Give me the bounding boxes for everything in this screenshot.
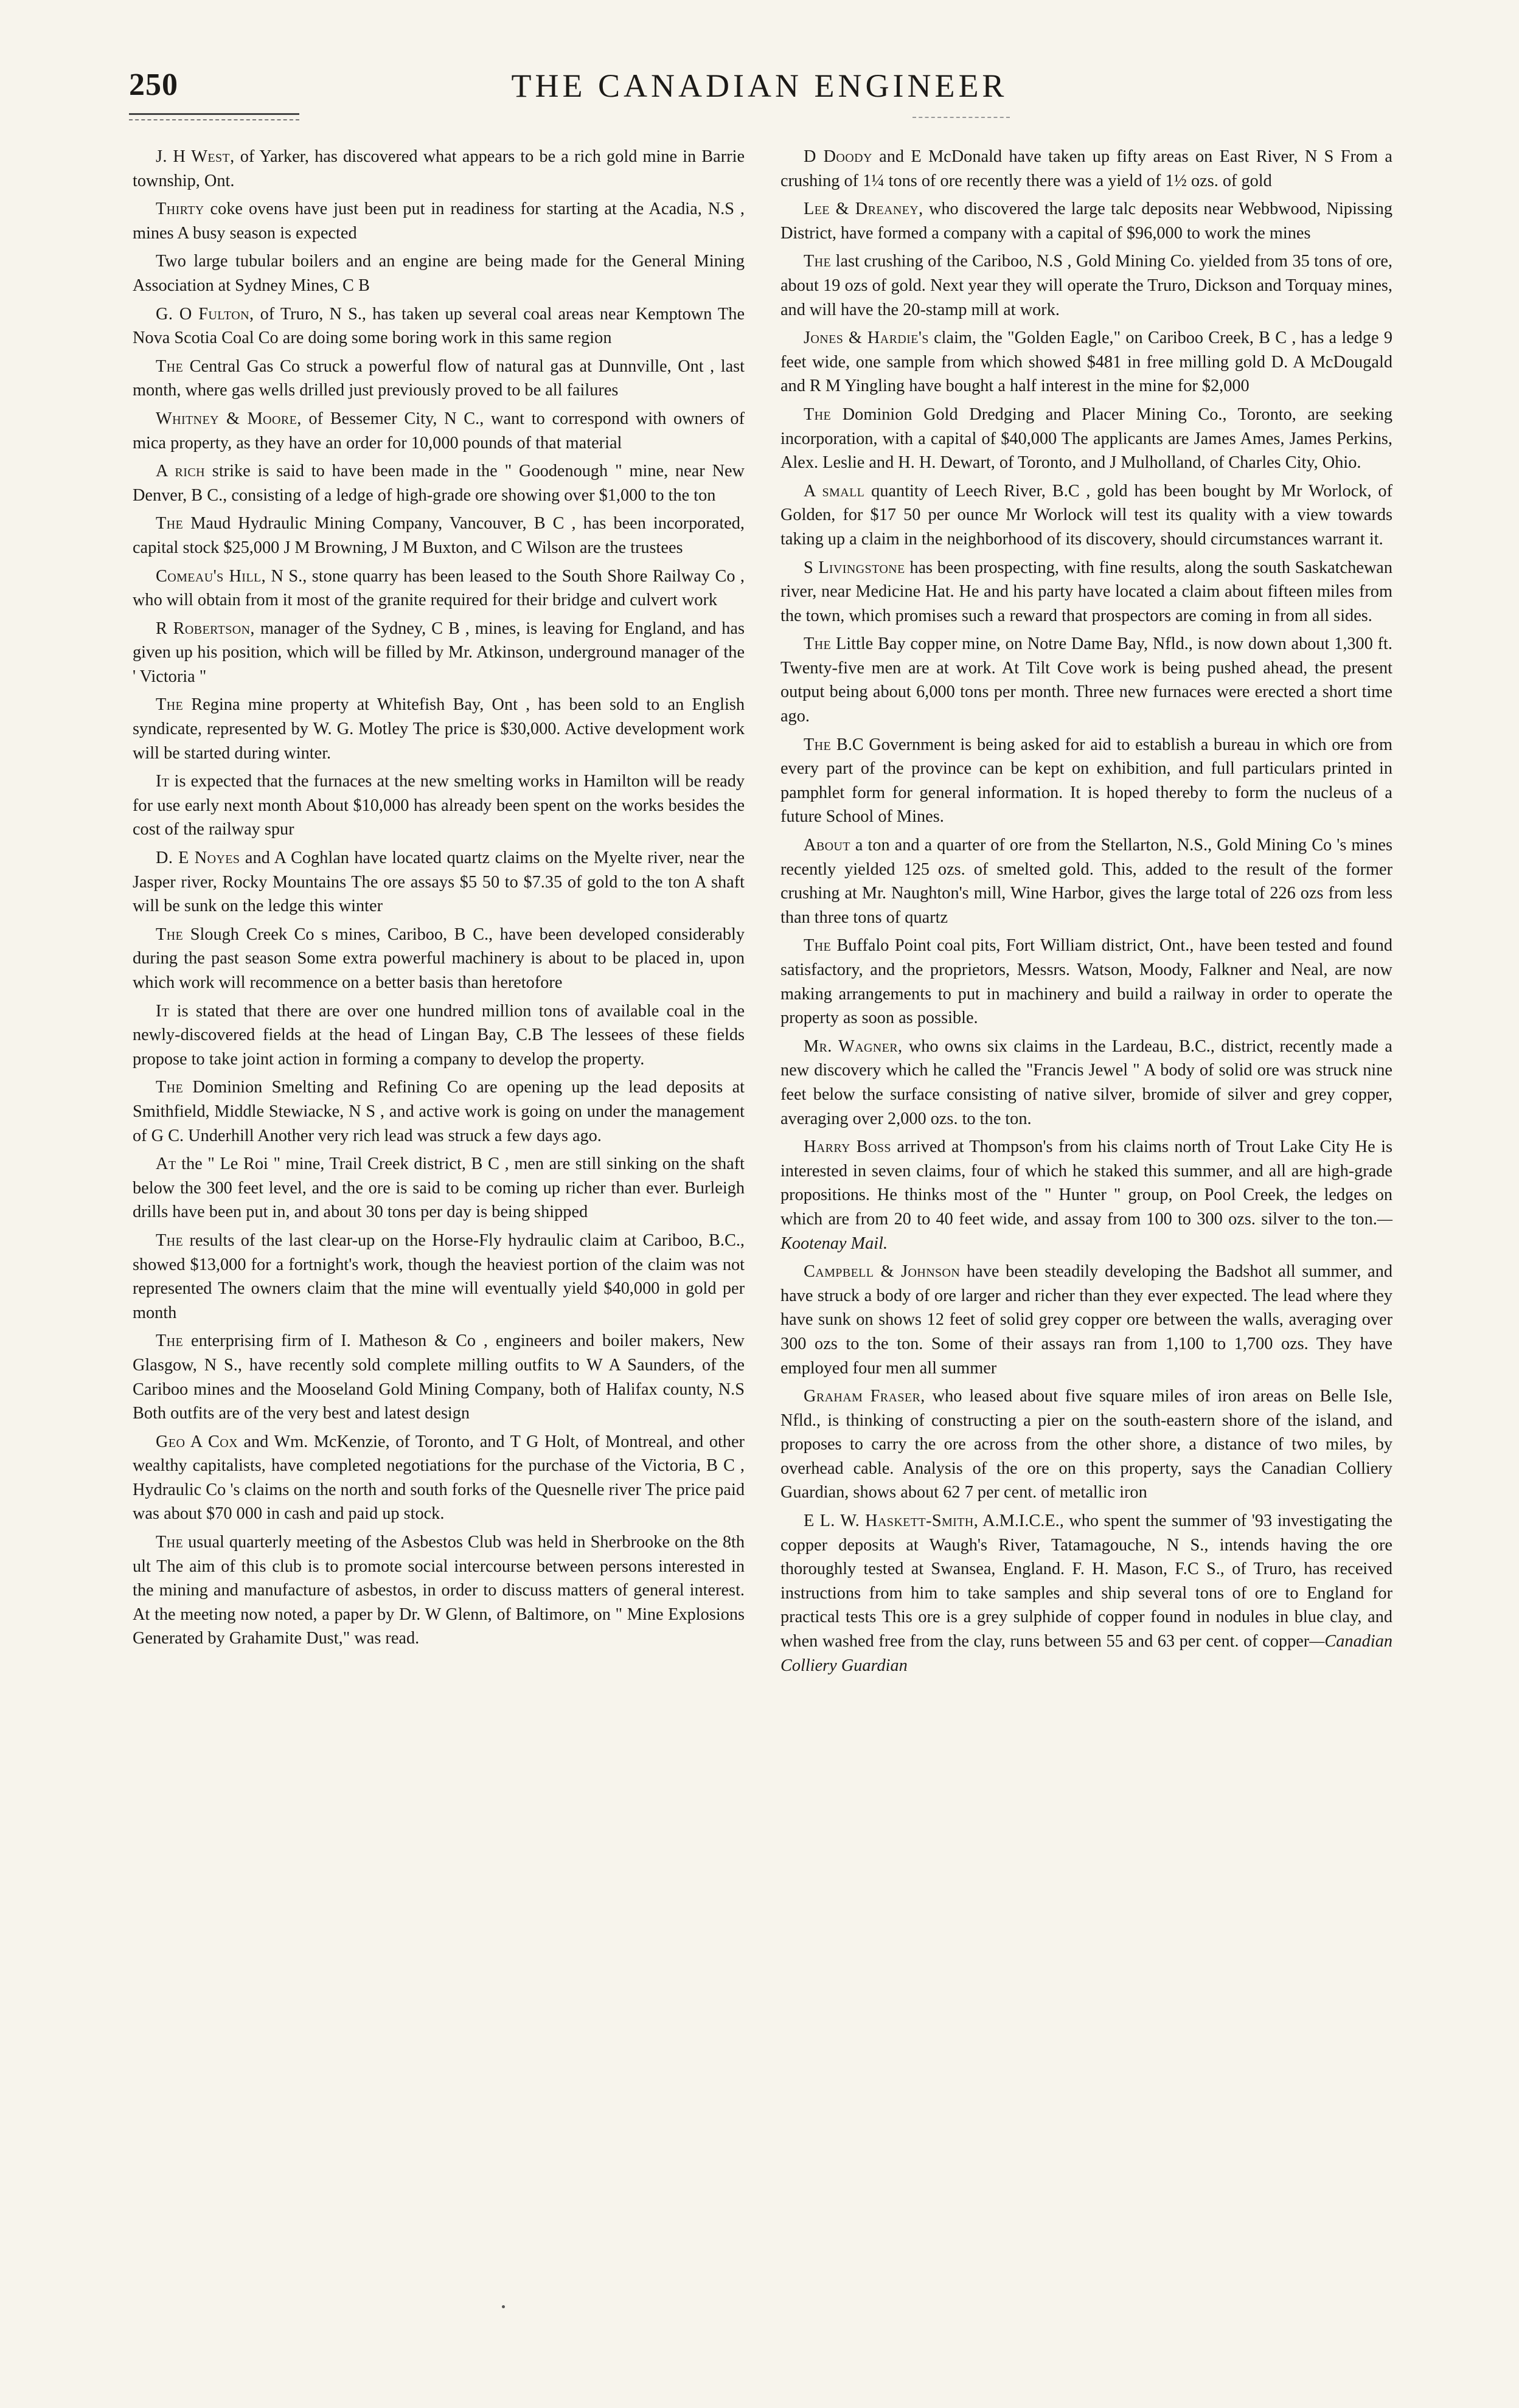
news-item-lead: At: [156, 1154, 176, 1174]
news-item: [133, 617, 745, 689]
news-item: [780, 249, 1392, 322]
news-item-lead: The: [804, 936, 832, 956]
news-item-lead: The: [804, 252, 832, 271]
news-item-text: Maud Hydraulic Mining Company, Vancouver, B C , has been incorporated, capital stock $25,000 J M Browning, J M Buxton, and C Wilson are the trustees: [133, 514, 745, 557]
news-item-source: —Kootenay Mail.: [780, 1209, 1392, 1253]
news-item: [780, 1384, 1392, 1505]
news-item-lead: A small: [804, 481, 865, 501]
news-item-lead: The: [156, 1078, 184, 1097]
news-item-lead: Graham Fraser,: [804, 1387, 925, 1406]
news-item: [133, 1075, 745, 1148]
news-item: [133, 407, 745, 455]
news-item-lead: Lee & Dreaney,: [804, 200, 923, 219]
news-item: [780, 403, 1392, 475]
news-item-lead: The: [156, 1331, 184, 1351]
news-item-text: N S., stone quarry has been leased to the South Shore Railway Co , who will obtain from it most of the granite required for their bridge and culvert work: [133, 566, 745, 610]
header-rule-dashed: [129, 119, 299, 120]
news-item-lead: Harry Boss: [804, 1137, 891, 1157]
news-item: [780, 733, 1392, 829]
news-item-lead: D Doody: [804, 147, 872, 166]
news-item-text: Slough Creek Co s mines, Cariboo, B C., have been developed considerably during the past season Some extra powerful machinery is about to be placed in, upon which work will recommence on a better basis than heretofore: [133, 925, 745, 992]
news-item-lead: Campbell & Johnson: [804, 1262, 961, 1282]
news-item-lead: About: [804, 836, 850, 855]
news-item-text: usual quarterly meeting of the Asbestos Club was held in Sherbrooke on the 8th ult The aim of this club is to promote social intercourse between persons interested in the mining and manufacture of asbestos, in order to discuss matters of general interest. At the meeting now noted, a paper by Dr. W Glenn, of Baltimore, on " Mine Explosions Generated by Grahamite Dust," was read.: [133, 1533, 745, 1648]
news-item-text: quantity of Leech River, B.C , gold has been bought by Mr Worlock, of Golden, for $17 50 per ounce Mr Worlock will test its quality with a view towards taking up a claim in the neighborhood of its discovery, should circumstances warrant it.: [780, 481, 1393, 549]
news-item: [133, 1152, 745, 1224]
news-item-text: claim, the "Golden Eagle," on Cariboo Creek, B C , has a ledge 9 feet wide, one sample from which showed $481 in free milling gold D. A McDougald and R M Yingling have bought a half interest in the mine for $2,000: [780, 328, 1392, 396]
news-item: [780, 1260, 1392, 1380]
news-item: [780, 145, 1392, 193]
news-item: [133, 249, 745, 297]
news-item-text: A.M.I.C.E., who spent the summer of '93 investigating the copper deposits at Waugh's River, Tatamagouche, N S., intends having the ore thoroughly tested at Swansea, England. F. H. Mason, F.C S., of Truro, has received instructions from him to take samples and ship several tons of ore to England for practical tests This ore is a grey sulphide of copper found in nodules in blue clay, and when washed free from the clay, runs between 55 and 63 per cent. of copper: [780, 1511, 1392, 1651]
news-item-lead: G. O Fulton,: [156, 304, 254, 324]
news-item: [780, 1035, 1392, 1131]
news-item-text: have been steadily developing the Badshot all summer, and have struck a body of ore larger and richer than they ever expected. The lead where they have sunk on shows 12 feet of solid grey copper ore between the walls, averaging over 300 ozs to the ton. Some of their assays ran from 1,100 to 1,700 ozs. They have employed four men all summer: [780, 1262, 1392, 1378]
news-item: [780, 1135, 1392, 1255]
news-item: [780, 934, 1392, 1030]
news-item-lead: J. H West,: [156, 147, 235, 166]
news-item-text: has been prospecting, with fine results, along the south Saskatchewan river, near Medicine Hat. He and his party have located a claim about fifteen miles from the town, which promises such a reward that prospectors are coming in from all sides.: [780, 558, 1392, 625]
news-item-lead: Thirty: [156, 200, 204, 219]
news-item-lead: D. E Noyes: [156, 848, 240, 868]
news-item: [780, 479, 1392, 552]
news-item: [133, 923, 745, 995]
news-item-text: who leased about five square miles of iron areas on Belle Isle, Nfld., is thinking of constructing a pier on the south-eastern shore of the island, and proposes to carry the ore across from the other shore, a distance of two miles, by overhead cable. Analysis of the ore on this property, says the Canadian Colliery Guardian, shows about 62 7 per cent. of metallic iron: [780, 1387, 1392, 1502]
news-item-lead: The: [156, 695, 184, 715]
news-item-text: of Yarker, has discovered what appears to be a rich gold mine in Barrie township, Ont.: [133, 147, 745, 190]
news-item-text: of Truro, N S., has taken up several coal areas near Kemptown The Nova Scotia Coal Co are doing some boring work in this same region: [133, 304, 745, 348]
news-item: [133, 355, 745, 403]
news-item: [780, 1509, 1392, 1678]
news-item: [133, 846, 745, 918]
news-item-lead: A rich: [156, 462, 205, 481]
news-item-text: Dominion Gold Dredging and Placer Mining Co., Toronto, are seeking incorporation, with a capital of $40,000 The applicants are James Ames, James Perkins, Alex. Leslie and H. H. Dewart, of Toronto, and J Mulholland, of Charles City, Ohio.: [780, 404, 1392, 473]
news-item-text: Dominion Smelting and Refining Co are opening up the lead deposits at Smithfield, Middle Stewiacke, N S , and active work is going on under the management of G C. Underhill Another very rich lead was struck a few days ago.: [133, 1078, 745, 1145]
news-item-lead: Geo A Cox: [156, 1432, 238, 1451]
news-item: [133, 459, 745, 507]
news-item-text: and E McDonald have taken up fifty areas on East River, N S From a crushing of 1¼ tons of ore recently there was a yield of 1½ ozs. of gold: [780, 147, 1392, 190]
left-column: [133, 145, 745, 1655]
running-head: THE CANADIAN ENGINEER: [511, 68, 1008, 104]
news-item: [780, 833, 1392, 929]
news-item-text: results of the last clear-up on the Horse-Fly hydraulic claim at Cariboo, B.C., showed $13,000 for a fortnight's work, though the heaviest portion of the claim was not represented The owners claim that the mine will eventually yield $40,000 in gold per month: [133, 1230, 745, 1322]
news-item: [133, 1430, 745, 1526]
news-item-lead: Mr. Wagner,: [804, 1036, 903, 1056]
news-item: [133, 564, 745, 612]
news-item: [133, 999, 745, 1072]
page-number: 250: [129, 68, 178, 102]
news-item-lead: The: [156, 925, 184, 944]
news-item-lead: Jones & Hardie's: [804, 328, 929, 348]
news-item: [133, 1530, 745, 1651]
header-rule: [129, 113, 299, 115]
news-item-text: strike is said to have been made in the " Goodenough " mine, near New Denver, B C., consisting of a ledge of high-grade ore showing over $1,000 to the ton: [133, 462, 745, 505]
bottom-dot: [502, 2305, 505, 2308]
news-item: [133, 145, 745, 193]
news-item-text: the " Le Roi " mine, Trail Creek district, B C , men are still sinking on the shaft below the 300 feet level, and the ore is said to be coming up richer than ever. Burleigh drills have been put in, and about 30 tons per day is being shipped: [133, 1154, 745, 1222]
news-item: [133, 302, 745, 350]
news-item-lead: The: [156, 356, 184, 376]
news-item: [133, 512, 745, 560]
news-item-text: Little Bay copper mine, on Notre Dame Bay, Nfld., is now down about 1,300 ft. Twenty-five men are at work. At Tilt Cove work is being pushed ahead, the present output being about 6,000 tons per month. Three new furnaces were erected a short time ago.: [780, 634, 1392, 726]
news-item-text: who owns six claims in the Lardeau, B.C., district, recently made a new discovery which he called the "Francis Jewel " A body of solid ore was struck nine feet below the surface consisting of native silver, bromide of silver and grey copper, averaging over 2,000 ozs. to the ton.: [780, 1036, 1392, 1128]
news-item-text: a ton and a quarter of ore from the Stellarton, N.S., Gold Mining Co 's mines recently yielded 125 ozs. of smelted gold. This, added to the result of the former crushing at Mr. Naughton's mill, Wine Harbor, gives the large total of 226 ozs from less than three tons of quartz: [780, 836, 1392, 927]
news-item: [133, 1329, 745, 1425]
news-item: [780, 556, 1392, 628]
news-item-lead: It: [156, 772, 170, 791]
right-column: [780, 145, 1392, 1682]
news-item-lead: R Robertson,: [156, 619, 255, 638]
news-item: [133, 693, 745, 765]
news-item-text: and A Coghlan have located quartz claims on the Myelte river, near the Jasper river, Rocky Mountains The ore assays $5 50 to $7.35 of gold to the ton A shaft will be sunk on the ledge this winter: [133, 848, 745, 916]
news-item-lead: The: [804, 404, 832, 424]
news-item-text: Two large tubular boilers and an engine are being made for the General Mining Association at Sydney Mines, C B: [133, 252, 745, 295]
news-item-lead: The: [156, 1230, 184, 1250]
news-item-lead: Whitney & Moore,: [156, 409, 302, 428]
news-item: [780, 197, 1392, 245]
news-item-lead: S Livingstone: [804, 558, 905, 577]
news-item-text: Central Gas Co struck a powerful flow of natural gas at Dunnville, Ont , last month, where gas wells drilled just previously proved to be all failures: [133, 356, 745, 400]
news-item-text: is stated that there are over one hundred million tons of available coal in the newly-discovered fields at the head of Lingan Bay, C.B The lessees of these fields propose to take joint action in forming a company to develop the property.: [133, 1001, 745, 1069]
news-item-text: who discovered the large talc deposits near Webbwood, Nipissing District, have formed a company with a capital of $96,000 to work the mines: [780, 200, 1392, 243]
news-item: [133, 197, 745, 245]
news-item-lead: The: [804, 735, 832, 754]
news-item-lead: Comeau's Hill,: [156, 566, 266, 586]
news-item-text: of Bessemer City, N C., want to correspond with owners of mica property, as they have an order for 10,000 pounds of that material: [133, 409, 745, 453]
news-item-lead: The: [156, 514, 184, 533]
news-item-lead: The: [156, 1533, 184, 1552]
news-item-text: Regina mine property at Whitefish Bay, Ont , has been sold to an English syndicate, represented by W. G. Motley The price is $30,000. Active development work will be started during winter.: [133, 695, 745, 763]
news-item-text: arrived at Thompson's from his claims north of Trout Lake City He is interested in seven claims, four of which he staked this summer, and all are high-grade propositions. He thinks most of the " Hunter " group, on Pool Creek, the ledges on which are from 20 to 40 feet wide, and assay from 100 to 300 ozs. silver to the ton.: [780, 1137, 1392, 1229]
news-item-source: —Canadian Colliery Guardian: [780, 1632, 1392, 1675]
news-item-text: Buffalo Point coal pits, Fort William district, Ont., have been tested and found satisfactory, and the proprietors, Messrs. Watson, Moody, Falkner and Neal, are now making arrangements to put in machinery and build a railway in order to operate the property as soon as possible.: [780, 936, 1392, 1028]
news-item-lead: The: [804, 634, 832, 654]
news-item: [133, 769, 745, 842]
news-item-lead: E L. W. Haskett-Smith,: [804, 1511, 979, 1531]
news-item-text: coke ovens have just been put in readiness for starting at the Acadia, N.S , mines A busy season is expected: [133, 200, 745, 243]
news-item-lead: It: [156, 1001, 170, 1021]
news-item-text: B.C Government is being asked for aid to establish a bureau in which ore from every part of the province can be kept on exhibition, and full particulars printed in pamphlet form for general information. It is hoped thereby to form the nucleus of a future School of Mines.: [780, 735, 1392, 827]
news-item-text: enterprising firm of I. Matheson & Co , engineers and boiler makers, New Glasgow, N S., have recently sold complete milling outfits to W A Saunders, of the Cariboo mines and the Mooseland Gold Mining Company, both of Halifax county, N.S Both outfits are of the very best and latest design: [133, 1331, 745, 1423]
news-item-text: manager of the Sydney, C B , mines, is leaving for England, and has given up his position, which will be filled by Mr. Atkinson, underground manager of the ' Victoria ": [133, 619, 745, 686]
news-item: [780, 632, 1392, 728]
news-item-text: and Wm. McKenzie, of Toronto, and T G Holt, of Montreal, and other wealthy capitalists, have completed negotiations for the purchase of the Victoria, B C , Hydraulic Co 's claims on the north and south forks of the Quesnelle river The price paid was about $70 000 in cash and paid up stock.: [133, 1432, 745, 1524]
news-item-text: last crushing of the Cariboo, N.S , Gold Mining Co. yielded from 35 tons of ore, about 19 ozs of gold. Next year they will operate the Truro, Dickson and Torquay mines, and will have the 20-stamp mill at work.: [780, 252, 1392, 319]
news-item: [780, 326, 1392, 398]
header-rule-center: [912, 117, 1010, 118]
news-item-text: is expected that the furnaces at the new smelting works in Hamilton will be ready for use early next month About $10,000 has already been spent on the works besides the cost of the railway spur: [133, 772, 745, 839]
news-item: [133, 1229, 745, 1325]
